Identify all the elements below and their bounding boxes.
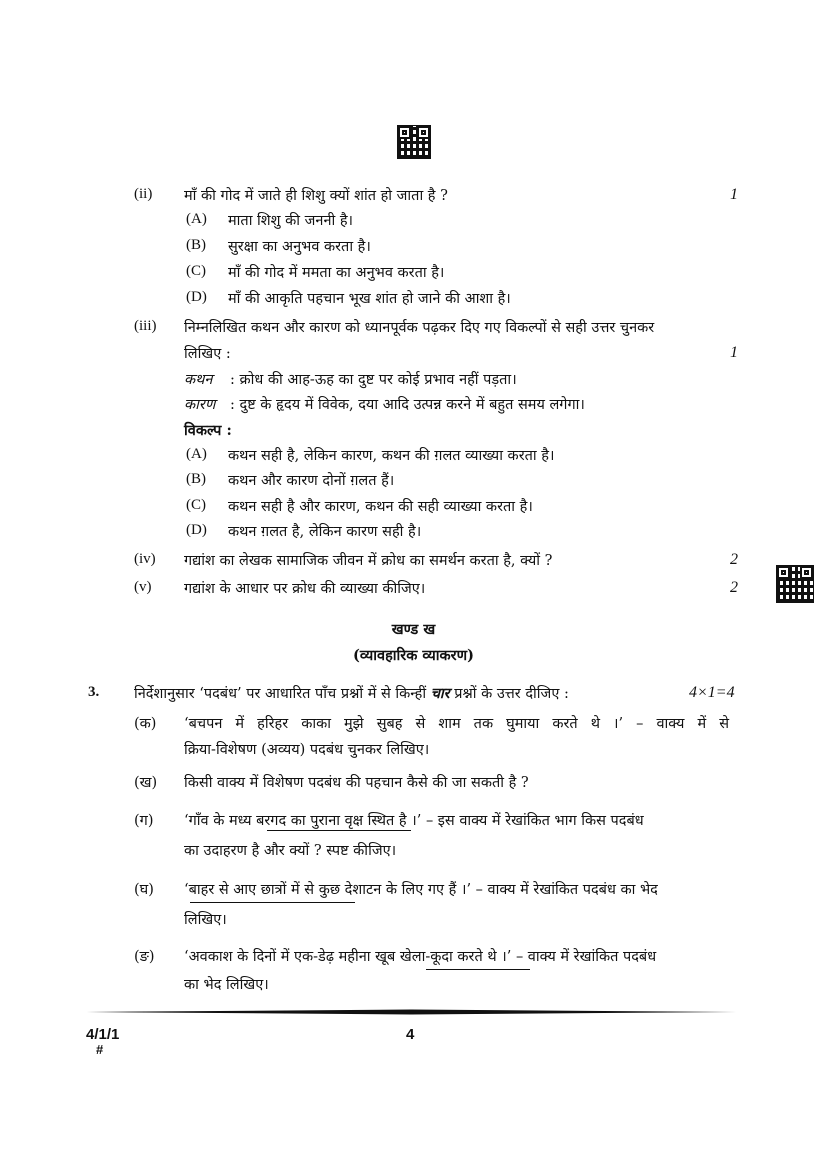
q-ii-option-text: माँ की आकृति पहचान भूख शांत हो जाने की आशा है। <box>228 291 511 307</box>
q3-ga-line2: का उदाहरण है और क्यों ? स्पष्ट कीजिए। <box>184 843 397 859</box>
section-subtitle: (व्यावहारिक व्याकरण) <box>353 647 474 664</box>
q3-kha-line1: किसी वाक्य में विशेषण पदबंध की पहचान कैसे की जा सकती है ? <box>184 775 529 791</box>
q3-gha-line1: ‘बाहर से आए छात्रों में से कुछ देशाटन के लिए गए हैं ।’ – वाक्य में रेखांकित पदबंध का भेद <box>184 882 658 898</box>
qr-code-side <box>777 566 813 602</box>
q-iii-option-text: कथन सही है, लेकिन कारण, कथन की ग़लत व्याख्या करता है। <box>228 448 555 464</box>
q-iii-text-line2: लिखिए : <box>184 346 231 362</box>
footer-hash: # <box>96 1042 104 1057</box>
kathan-text: : क्रोध की आह-ऊह का दुष्ट पर कोई प्रभाव नहीं पड़ता। <box>230 372 517 388</box>
q3-ka-label: (क) <box>134 716 157 732</box>
kathan-label: कथन <box>184 372 213 388</box>
q-ii-option-label: (C) <box>186 263 206 279</box>
q3-nga-label: (ङ) <box>134 949 155 965</box>
q3-gha-underline <box>190 902 355 903</box>
q-iii-option-text: कथन ग़लत है, लेकिन कारण सही है। <box>228 524 422 540</box>
q-ii-label: (ii) <box>134 186 153 202</box>
footer-rule <box>86 1008 736 1016</box>
q3-intro-text-end: प्रश्नों के उत्तर दीजिए : <box>449 686 569 702</box>
section-title: खण्ड ख <box>391 621 436 638</box>
q3-intro-text: निर्देशानुसार ‘पदबंध’ पर आधारित पाँच प्रश्नों में से किन्हीं <box>134 686 431 702</box>
q3-ga-label: (ग) <box>134 813 154 829</box>
karan-label: कारण <box>184 397 216 413</box>
q3-marks: 4×1=4 <box>689 684 735 701</box>
q-v-marks: 2 <box>730 579 738 596</box>
karan-text: : दुष्ट के हृदय में विवेक, दया आदि उत्पन्न करने में बहुत समय लगेगा। <box>230 397 585 413</box>
paper-code: 4/1/1 <box>86 1026 120 1043</box>
q3-ka-line1: ‘बचपन में हरिहर काका मुझे सुबह से शाम तक घुमाया करते थे ।’ – वाक्य में से <box>184 716 729 732</box>
q-iv-label: (iv) <box>134 551 156 567</box>
q-ii-option-label: (B) <box>186 237 206 253</box>
vikalp-label: विकल्प : <box>184 422 232 439</box>
q-ii-marks: 1 <box>730 186 738 203</box>
q3-nga-line1: ‘अवकाश के दिनों में एक-डेढ़ महीना खूब खेला-कूदा करते थे ।’ – वाक्य में रेखांकित पदबंध <box>184 949 657 965</box>
q3-nga-underline <box>426 969 530 970</box>
q3-ga-line1: ‘गाँव के मध्य बरगद का पुराना वृक्ष स्थित है ।’ – इस वाक्य में रेखांकित भाग किस पदबंध <box>184 813 644 829</box>
q-ii-option-text: माता शिशु की जननी है। <box>228 213 354 229</box>
q3-ga-underline <box>267 830 411 831</box>
q-ii-option-label: (D) <box>186 289 207 305</box>
q-v-label: (v) <box>134 579 152 595</box>
q-ii-text: माँ की गोद में जाते ही शिशु क्यों शांत हो जाता है ? <box>184 188 448 204</box>
q-iv-text: गद्यांश का लेखक सामाजिक जीवन में क्रोध का समर्थन करता है, क्यों ? <box>184 553 553 569</box>
q-iii-label: (iii) <box>134 318 157 334</box>
q-iii-option-label: (B) <box>186 471 206 487</box>
page-number: 4 <box>406 1026 415 1043</box>
q-iii-option-label: (D) <box>186 522 207 538</box>
q3-intro <box>134 684 569 704</box>
q3-intro-emphasis: चार <box>430 685 450 702</box>
q-iii-option-label: (A) <box>186 446 207 462</box>
q-iii-option-text: कथन सही है और कारण, कथन की सही व्याख्या करता है। <box>228 499 533 515</box>
q3-number: 3. <box>88 684 100 700</box>
q-ii-option-label: (A) <box>186 211 207 227</box>
q3-ka-line2: क्रिया-विशेषण (अव्यय) पदबंध चुनकर लिखिए। <box>184 742 430 758</box>
q3-gha-label: (घ) <box>134 882 154 898</box>
q-ii-option-text: सुरक्षा का अनुभव करता है। <box>228 239 371 255</box>
q-ii-option-text: माँ की गोद में ममता का अनुभव करता है। <box>228 265 445 281</box>
q-iii-option-label: (C) <box>186 497 206 513</box>
q3-gha-line2: लिखिए। <box>184 912 227 928</box>
q3-kha-label: (ख) <box>134 775 158 791</box>
q-v-text: गद्यांश के आधार पर क्रोध की व्याख्या कीजिए। <box>184 581 426 597</box>
q3-nga-line2: का भेद लिखिए। <box>184 977 269 993</box>
q-iii-marks: 1 <box>730 344 738 361</box>
q-iii-option-text: कथन और कारण दोनों ग़लत हैं। <box>228 473 395 489</box>
qr-code-top <box>398 126 430 158</box>
q-iii-text-line1: निम्नलिखित कथन और कारण को ध्यानपूर्वक पढ़कर दिए गए विकल्पों से सही उत्तर चुनकर <box>184 320 655 336</box>
q-iv-marks: 2 <box>730 551 738 568</box>
